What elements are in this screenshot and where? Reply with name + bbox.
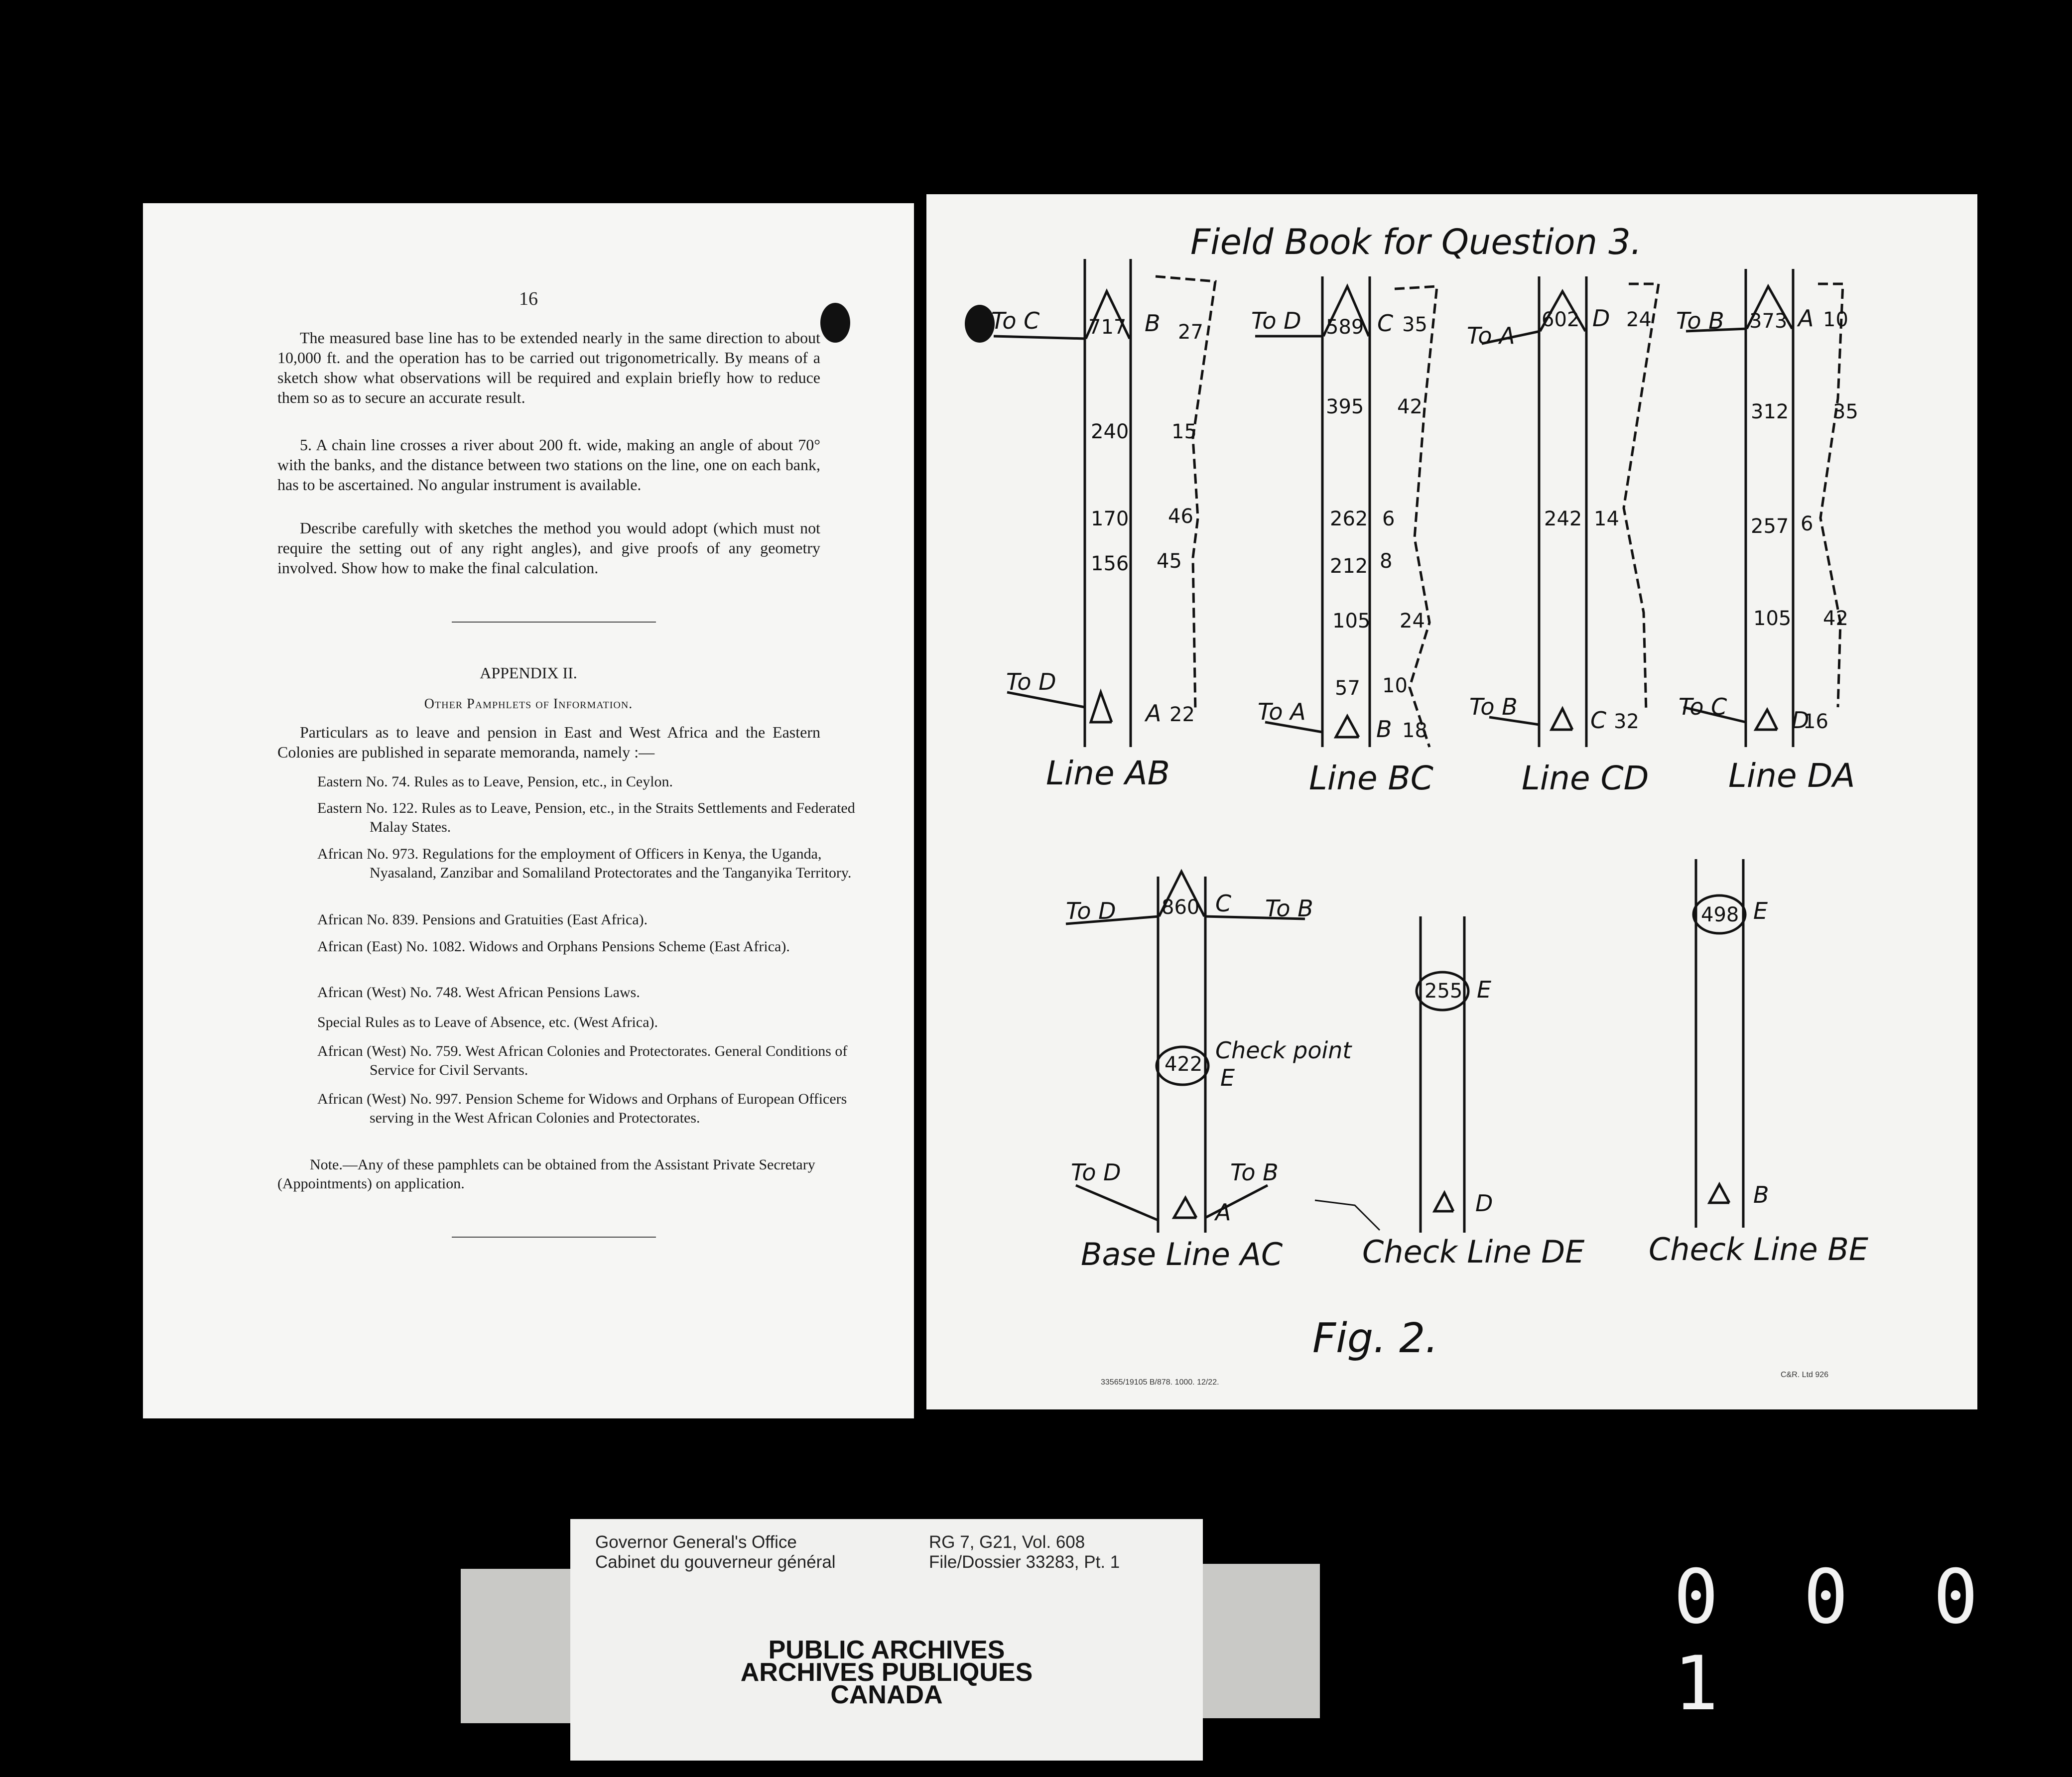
archives-country: CANADA: [830, 1680, 943, 1709]
figure-title: Field Book for Question 3.: [1190, 222, 1642, 262]
appendix-intro: Particulars as to leave and pension in East and West Africa and the Eastern Colonies are published in separate memoranda, namely :—: [277, 723, 820, 761]
offset: 10: [1382, 674, 1408, 697]
line-label: Check Line DE: [1362, 1234, 1585, 1270]
list-item: African No. 973. Regulations for the employment of Officers in Kenya, the Uganda, Nyasaland, Zanzibar and Somaliland Protectorates and the Tanganyika Territory.: [317, 846, 852, 881]
direction-label: To C: [1679, 693, 1727, 720]
check-value: 498: [1701, 903, 1739, 926]
print-code: 33565/19105 B/878. 1000. 12/22.: [1101, 1378, 1219, 1387]
station-letter: E: [1477, 976, 1492, 1003]
appendix-title: APPENDIX II.: [480, 664, 577, 682]
offset: 24: [1400, 610, 1425, 633]
line-label: Line BC: [1309, 759, 1433, 797]
offset: 42: [1823, 607, 1848, 630]
label-strip-left: [461, 1569, 573, 1723]
chainage: 105: [1332, 610, 1371, 633]
list-item: Eastern No. 74. Rules as to Leave, Pension, etc., in Ceylon.: [317, 773, 673, 790]
archive-label: [570, 1519, 1203, 1761]
chainage: 57: [1335, 677, 1360, 700]
offset: 10: [1823, 308, 1848, 331]
paragraph-describe: Describe carefully with sketches the method you would adopt (which must not require the setting out of any right angles), and give proofs of any geometry involved. Show how to make the final calculation.: [277, 519, 820, 577]
list-item: African (West) No. 759. West African Colonies and Protectorates. General Conditions of Service for Civil Servants.: [317, 1043, 848, 1078]
chainage: 312: [1751, 400, 1789, 423]
station-letter: B: [1753, 1181, 1769, 1208]
station-letter: D: [1475, 1190, 1493, 1217]
chainage: 242: [1544, 508, 1582, 530]
direction-label: To B: [1676, 307, 1724, 334]
paragraph-question-5: 5. A chain line crosses a river about 200 ft. wide, making an angle of about 70° with the banks, and the distance between two stations on the line, one on each bank, has to be ascertained. No angular instrument is available.: [277, 436, 820, 494]
chainage: 212: [1330, 555, 1368, 578]
line-label: Line CD: [1522, 759, 1649, 797]
frame-number: 0 0 0 1: [1674, 1554, 1998, 1727]
ink-blot: [965, 305, 995, 343]
direction-label: To D: [1066, 897, 1116, 924]
offset: 15: [1171, 420, 1197, 443]
check-value: 255: [1424, 980, 1463, 1003]
station-value: 589: [1326, 316, 1364, 339]
station-value: 602: [1542, 308, 1580, 331]
direction-label: To A: [1467, 322, 1515, 349]
station-letter: D: [1592, 305, 1610, 332]
archive-reference: RG 7, G21, Vol. 608: [929, 1532, 1085, 1552]
station-letter: E: [1753, 897, 1768, 924]
offset: 22: [1169, 703, 1195, 726]
list-item: Special Rules as to Leave of Absence, etc. (West Africa).: [317, 1014, 658, 1030]
offset: 6: [1382, 508, 1395, 530]
direction-label: To D: [1251, 307, 1301, 334]
direction-label: To A: [1258, 698, 1306, 725]
paragraph-base-line: The measured base line has to be extended nearly in the same direction to about 10,000 ft. and the operation has to be carried out trigonometrically. By means of a sketch show what observations will be required and explain briefly how to reduce them so as to secure an accurate result.: [277, 329, 820, 406]
offset: 35: [1833, 400, 1858, 423]
list-item: African (West) No. 997. Pension Scheme for Widows and Orphans of European Officers serving in the West African Colonies and Protectorates.: [317, 1091, 847, 1126]
direction-label: To B: [1469, 693, 1518, 720]
list-item: African No. 839. Pensions and Gratuities (East Africa).: [317, 911, 648, 928]
direction-label: To D: [1071, 1159, 1121, 1186]
station-value: 373: [1749, 310, 1788, 333]
check-point-label: Check point: [1215, 1037, 1352, 1064]
note: Note.—Any of these pamphlets can be obtained from the Assistant Private Secretary (Appointments) on application.: [277, 1156, 815, 1192]
offset: 32: [1614, 710, 1639, 733]
office-en: Governor General's Office: [595, 1532, 797, 1552]
station-letter: C: [1215, 890, 1232, 917]
appendix-subtitle: Other Pamphlets of Information.: [424, 696, 633, 712]
direction-label: To B: [1265, 895, 1313, 922]
check-value: 422: [1165, 1053, 1203, 1076]
station-letter: B: [1145, 310, 1161, 337]
offset: 14: [1594, 508, 1619, 530]
office-fr: Cabinet du gouverneur général: [595, 1552, 836, 1572]
station-letter: C: [1590, 707, 1607, 734]
chainage: 395: [1326, 395, 1364, 418]
figure-label: Fig. 2.: [1312, 1315, 1438, 1362]
list-item: African (West) No. 748. West African Pensions Laws.: [317, 984, 640, 1001]
chainage: 257: [1751, 515, 1789, 538]
direction-label: To C: [991, 307, 1040, 334]
direction-label: To D: [1006, 668, 1056, 695]
offset: 18: [1402, 719, 1427, 742]
chainage: 240: [1091, 420, 1129, 443]
offset: 8: [1380, 550, 1393, 573]
line-label: Base Line AC: [1081, 1236, 1283, 1272]
archives-en: PUBLIC ARCHIVES: [768, 1636, 1005, 1664]
label-strip-right: [1200, 1564, 1320, 1718]
offset: 16: [1803, 710, 1828, 733]
station-value: 717: [1088, 316, 1127, 339]
station-letter: E: [1220, 1064, 1235, 1091]
list-item: African (East) No. 1082. Widows and Orphans Pensions Scheme (East Africa).: [317, 938, 790, 955]
archives-fr: ARCHIVES PUBLIQUES: [740, 1658, 1033, 1687]
line-label: Line DA: [1728, 757, 1855, 795]
chainage: 170: [1091, 508, 1129, 530]
line-label: Check Line BE: [1649, 1231, 1869, 1268]
station-letter: A: [1215, 1199, 1231, 1226]
station-letter: D: [1792, 707, 1810, 734]
line-label: Line AB: [1046, 754, 1170, 792]
offset: 35: [1402, 313, 1427, 336]
list-item: Eastern No. 122. Rules as to Leave, Pension, etc., in the Straits Settlements and Federated Malay States.: [317, 800, 855, 835]
offset: 45: [1157, 550, 1182, 573]
station-letter: A: [1146, 700, 1162, 727]
station-letter: A: [1798, 305, 1814, 332]
offset: 46: [1168, 505, 1193, 528]
chainage: 156: [1091, 552, 1129, 575]
chainage: 262: [1330, 508, 1368, 530]
direction-label: To B: [1230, 1159, 1279, 1186]
printer-mark: C&R. Ltd 926: [1781, 1371, 1829, 1379]
station-letter: B: [1376, 716, 1392, 743]
offset: 27: [1178, 321, 1203, 344]
page-number: 16: [519, 288, 538, 309]
offset: 6: [1801, 512, 1813, 535]
station-value: 860: [1162, 896, 1200, 919]
offset: 24: [1626, 308, 1652, 331]
file-reference: File/Dossier 33283, Pt. 1: [929, 1552, 1120, 1572]
chainage: 105: [1753, 607, 1792, 630]
station-letter: C: [1377, 310, 1394, 337]
offset: 42: [1397, 395, 1423, 418]
